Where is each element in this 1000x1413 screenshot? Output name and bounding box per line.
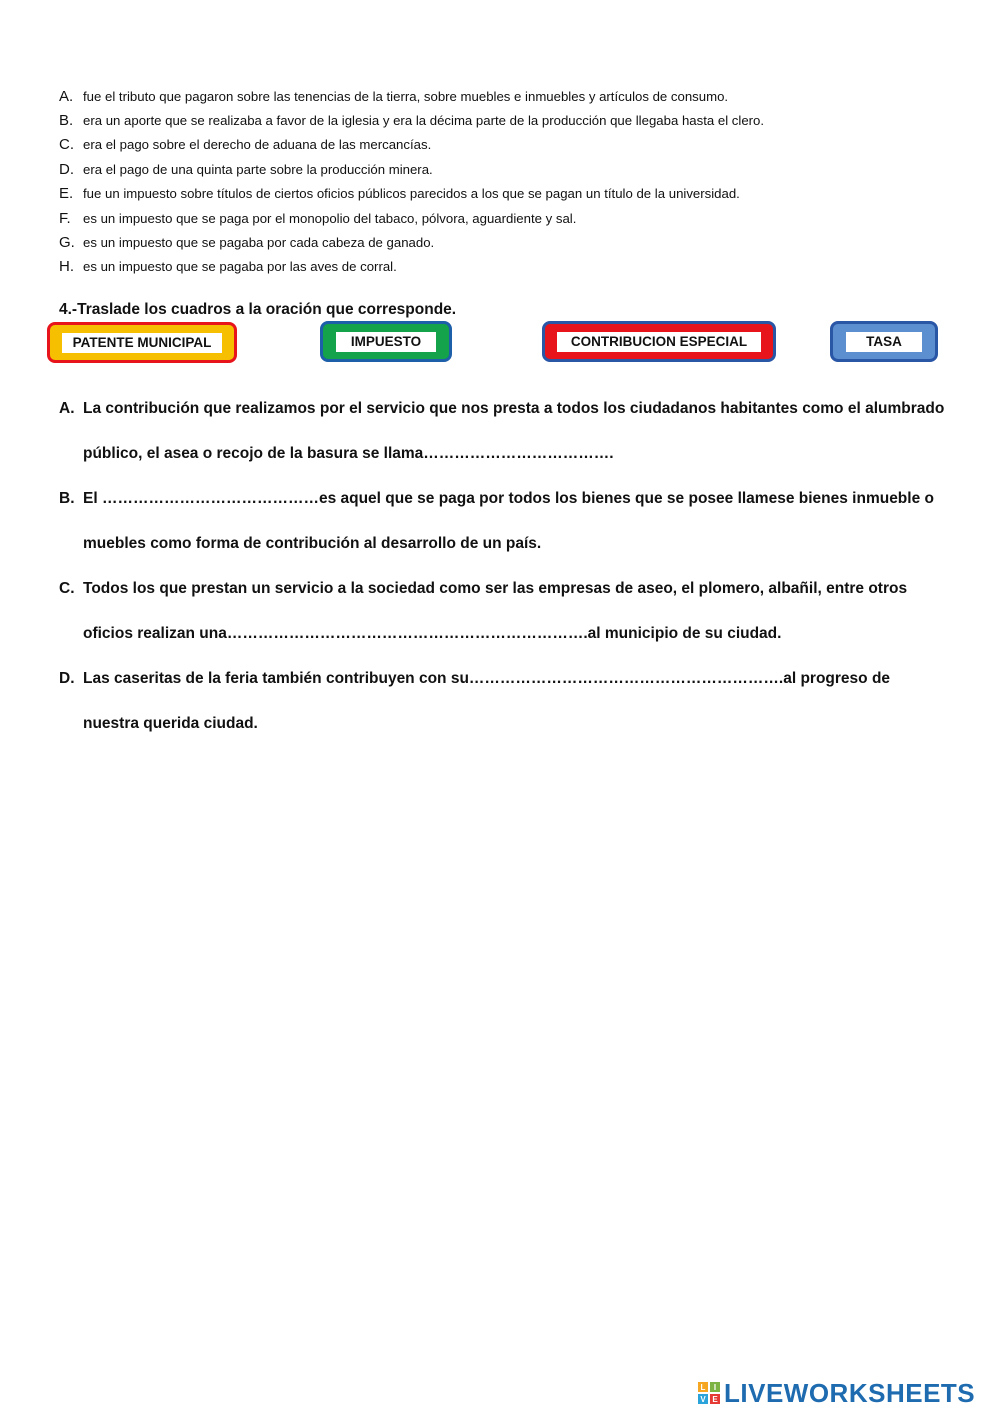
logo-mark-letter: E [710, 1394, 720, 1404]
definition-item [59, 182, 959, 206]
question-text-after: al progreso de nuestra querida ciudad. [83, 670, 891, 732]
definition-letter: A. [59, 87, 74, 105]
drag-box-impuesto[interactable] [320, 321, 452, 362]
drop-zone-blank[interactable]: ……………………………………………………………. [226, 625, 588, 642]
drag-box-label: IMPUESTO [336, 332, 436, 352]
definition-letter: B. [59, 112, 74, 130]
definition-item [59, 84, 959, 108]
question-letter: D. [59, 670, 75, 687]
definition-text: es un impuesto que se pagaba por las aves de corral. [83, 259, 397, 275]
definition-text: era el pago de una quinta parte sobre la producción minera. [83, 161, 433, 177]
liveworksheets-logo[interactable] [698, 1378, 975, 1408]
question-text-after: al municipio de su ciudad. [587, 625, 782, 642]
definition-letter: G. [59, 234, 75, 252]
definition-text: es un impuesto que se pagaba por cada cabeza de ganado. [83, 235, 435, 251]
question-a [59, 386, 949, 476]
definition-item [59, 157, 959, 181]
definition-letter: F. [59, 209, 71, 227]
question-letter: C. [59, 580, 75, 597]
question-text-after: es aquel que se paga por todos los bienes que se posee llamese bienes inmueble o muebles como forma de contribución al desarrollo de un país. [83, 490, 934, 552]
drag-box-patente-municipal[interactable] [47, 322, 237, 363]
drag-box-label: PATENTE MUNICIPAL [62, 333, 222, 353]
definition-text: fue el tributo que pagaron sobre las tenencias de la tierra, sobre muebles e inmuebles y artículos de consumo. [83, 88, 729, 104]
drop-zone-blank[interactable]: …………………………………… [101, 490, 319, 507]
definition-text: era el pago sobre el derecho de aduana de las mercancías. [83, 137, 432, 153]
question-text [83, 566, 949, 656]
definition-letter: E. [59, 185, 74, 203]
definition-item [59, 133, 959, 157]
question-text [83, 656, 949, 746]
question-letter: B. [59, 490, 75, 507]
questions-list [59, 386, 949, 746]
definition-letter: C. [59, 136, 74, 154]
question-d [59, 656, 949, 746]
liveworksheets-mark-icon [698, 1382, 720, 1404]
drop-zone-blank[interactable]: ……………………………………………………. [468, 670, 784, 687]
definition-item [59, 255, 959, 279]
definition-text: es un impuesto que se paga por el monopolio del tabaco, pólvora, aguardiente y sal. [83, 210, 577, 226]
definition-text: era un aporte que se realizaba a favor de la iglesia y era la décima parte de la producción que llegaba hasta el clero. [83, 113, 765, 129]
logo-mark-letter: V [698, 1394, 708, 1404]
question-text-before: Las caseritas de la feria también contribuyen con su [83, 670, 469, 687]
definition-item [59, 230, 959, 254]
definition-item [59, 108, 959, 132]
definition-letter: D. [59, 160, 74, 178]
question-text-before: La contribución que realizamos por el servicio que nos presta a todos los ciudadanos habitantes como el alumbrado público, el asea o recojo de la basura se llama [83, 400, 945, 462]
logo-mark-letter: I [710, 1382, 720, 1392]
drag-box-tasa[interactable] [830, 321, 938, 362]
question-c [59, 566, 949, 656]
drag-box-label: TASA [846, 332, 922, 352]
logo-mark-letter: L [698, 1382, 708, 1392]
question-text [83, 386, 949, 476]
definitions-list [59, 84, 959, 279]
definition-letter: H. [59, 258, 74, 276]
question-b [59, 476, 949, 566]
question-text-before: El [83, 490, 102, 507]
question-letter: A. [59, 400, 75, 417]
question-text [83, 476, 949, 566]
definition-text: fue un impuesto sobre títulos de ciertos oficios públicos parecidos a los que se pagan un título de la universidad. [83, 186, 740, 202]
definition-item [59, 206, 959, 230]
drag-box-contribucion-especial[interactable] [542, 321, 776, 362]
drop-zone-blank[interactable]: ………………………………. [423, 445, 614, 462]
question-text-before: Todos los que prestan un servicio a la sociedad como ser las empresas de aseo, el plomero, albañil, entre otros oficios realizan una [83, 580, 908, 642]
logo-text: LIVEWORKSHEETS [724, 1377, 976, 1408]
drag-box-label: CONTRIBUCION ESPECIAL [557, 332, 761, 352]
section-heading: 4.-Traslade los cuadros a la oración que corresponde. [59, 301, 457, 318]
